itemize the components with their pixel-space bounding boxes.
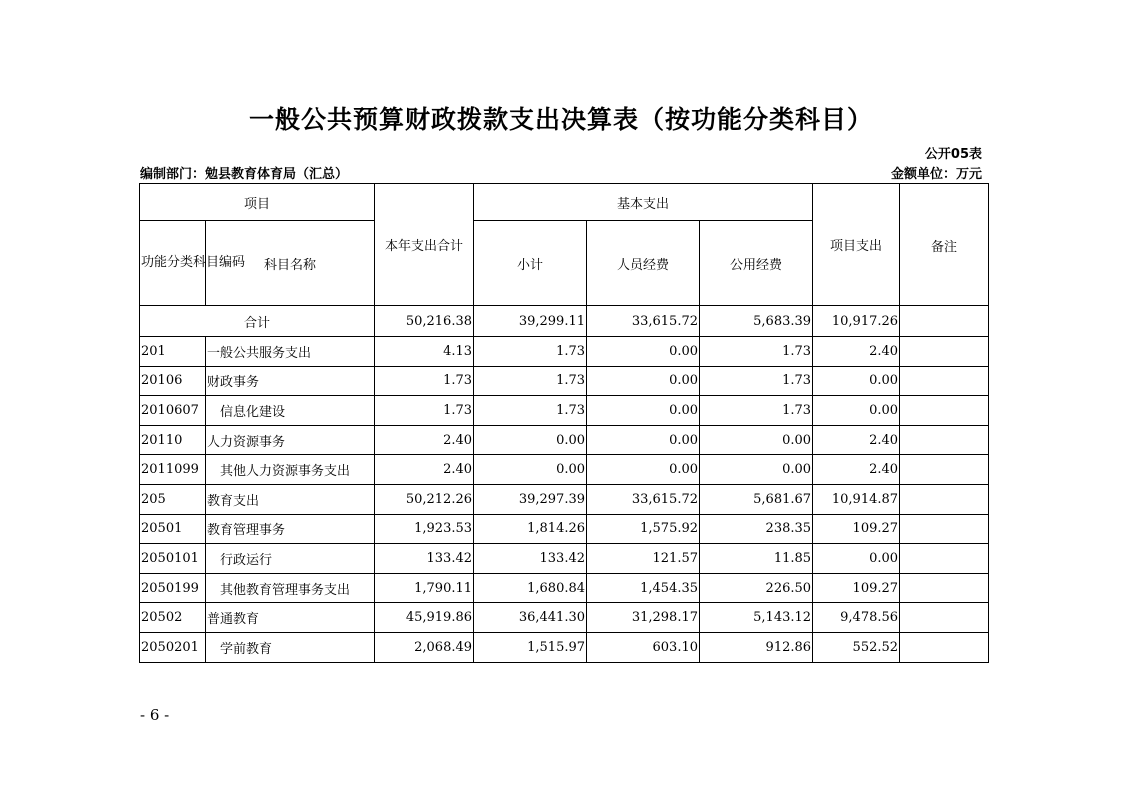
total-row: [140, 306, 989, 337]
subtotal-cell: 1.73: [474, 337, 587, 367]
table-row: [140, 455, 989, 485]
subtotal-cell: 133.42: [474, 544, 587, 574]
total-cell: 1.73: [375, 366, 474, 396]
project-cell: 9,478.56: [813, 603, 900, 633]
code-cell: 2010607: [140, 396, 206, 426]
subtotal-cell: 0.00: [474, 425, 587, 455]
project-cell: 0.00: [813, 396, 900, 426]
project-cell: 0.00: [813, 366, 900, 396]
project-cell: 10,917.26: [813, 306, 900, 337]
total-label: 合计: [140, 306, 375, 337]
header-basic: 基本支出: [474, 184, 813, 221]
personnel-cell: 33,615.72: [587, 306, 700, 337]
code-cell: 20502: [140, 603, 206, 633]
project-cell: 109.27: [813, 514, 900, 544]
code-cell: 2050201: [140, 632, 206, 662]
subtotal-cell: 1,814.26: [474, 514, 587, 544]
personnel-cell: 0.00: [587, 455, 700, 485]
subtotal-cell: 1.73: [474, 396, 587, 426]
table-row: [140, 544, 989, 574]
name-cell: 学前教育: [206, 632, 375, 662]
table-row: [140, 425, 989, 455]
name-cell: 教育管理事务: [206, 514, 375, 544]
name-cell: 教育支出: [206, 484, 375, 514]
name-cell: 一般公共服务支出: [206, 337, 375, 367]
header-personnel: 人员经费: [587, 221, 700, 306]
public-cell: 1.73: [700, 337, 813, 367]
table-row: [140, 514, 989, 544]
remark-cell: [900, 573, 989, 603]
total-cell: 2.40: [375, 455, 474, 485]
table-row: [140, 632, 989, 662]
public-cell: 11.85: [700, 544, 813, 574]
public-cell: 5,143.12: [700, 603, 813, 633]
subtotal-cell: 39,297.39: [474, 484, 587, 514]
remark-cell: [900, 306, 989, 337]
subtotal-cell: 1.73: [474, 366, 587, 396]
subtotal-cell: 1,680.84: [474, 573, 587, 603]
total-cell: 45,919.86: [375, 603, 474, 633]
code-cell: 205: [140, 484, 206, 514]
header-row-1: [140, 184, 989, 221]
personnel-cell: 31,298.17: [587, 603, 700, 633]
subtotal-cell: 0.00: [474, 455, 587, 485]
table-row: [140, 396, 989, 426]
table-row: [140, 573, 989, 603]
remark-cell: [900, 396, 989, 426]
form-number: 公开05表: [924, 147, 982, 162]
public-cell: 5,683.39: [700, 306, 813, 337]
unit-label: 金额单位：万元: [890, 167, 982, 182]
expenditure-table: [139, 183, 989, 663]
personnel-cell: 121.57: [587, 544, 700, 574]
project-cell: 10,914.87: [813, 484, 900, 514]
public-cell: 1.73: [700, 396, 813, 426]
total-cell: 50,216.38: [375, 306, 474, 337]
total-cell: 2.40: [375, 425, 474, 455]
remark-cell: [900, 337, 989, 367]
total-cell: 133.42: [375, 544, 474, 574]
total-cell: 2,068.49: [375, 632, 474, 662]
public-cell: 1.73: [700, 366, 813, 396]
code-cell: 201: [140, 337, 206, 367]
public-cell: 226.50: [700, 573, 813, 603]
code-cell: 20106: [140, 366, 206, 396]
name-cell: 人力资源事务: [206, 425, 375, 455]
code-cell: 20110: [140, 425, 206, 455]
page-number: - 6 -: [140, 706, 170, 724]
header-total: 本年支出合计: [375, 184, 474, 306]
header-subtotal: 小计: [474, 221, 587, 306]
header-code: 功能分类科目编码: [140, 221, 206, 306]
project-cell: 2.40: [813, 455, 900, 485]
name-cell: 信息化建设: [206, 396, 375, 426]
public-cell: 0.00: [700, 425, 813, 455]
project-cell: 552.52: [813, 632, 900, 662]
name-cell: 财政事务: [206, 366, 375, 396]
subtotal-cell: 36,441.30: [474, 603, 587, 633]
subtotal-cell: 1,515.97: [474, 632, 587, 662]
total-cell: 50,212.26: [375, 484, 474, 514]
project-cell: 2.40: [813, 425, 900, 455]
public-cell: 0.00: [700, 455, 813, 485]
name-cell: 普通教育: [206, 603, 375, 633]
header-item: 项目: [140, 184, 375, 221]
project-cell: 0.00: [813, 544, 900, 574]
personnel-cell: 0.00: [587, 396, 700, 426]
table-row: [140, 603, 989, 633]
header-name: 科目名称: [206, 221, 375, 306]
remark-cell: [900, 544, 989, 574]
personnel-cell: 0.00: [587, 366, 700, 396]
personnel-cell: 603.10: [587, 632, 700, 662]
project-cell: 109.27: [813, 573, 900, 603]
project-cell: 2.40: [813, 337, 900, 367]
table-row: [140, 337, 989, 367]
subtotal-cell: 39,299.11: [474, 306, 587, 337]
name-cell: 行政运行: [206, 544, 375, 574]
table-row: [140, 366, 989, 396]
remark-cell: [900, 603, 989, 633]
remark-cell: [900, 455, 989, 485]
personnel-cell: 33,615.72: [587, 484, 700, 514]
total-cell: 4.13: [375, 337, 474, 367]
total-cell: 1,790.11: [375, 573, 474, 603]
name-cell: 其他人力资源事务支出: [206, 455, 375, 485]
department-label: 编制部门：勉县教育体育局（汇总）: [140, 167, 349, 182]
total-cell: 1.73: [375, 396, 474, 426]
remark-cell: [900, 632, 989, 662]
total-cell: 1,923.53: [375, 514, 474, 544]
header-remark: 备注: [900, 184, 989, 306]
public-cell: 238.35: [700, 514, 813, 544]
header-public: 公用经费: [700, 221, 813, 306]
code-cell: 2050101: [140, 544, 206, 574]
code-cell: 2050199: [140, 573, 206, 603]
remark-cell: [900, 484, 989, 514]
remark-cell: [900, 514, 989, 544]
name-cell: 其他教育管理事务支出: [206, 573, 375, 603]
header-project: 项目支出: [813, 184, 900, 306]
remark-cell: [900, 366, 989, 396]
page-title: 一般公共预算财政拨款支出决算表（按功能分类科目）: [248, 105, 873, 134]
personnel-cell: 1,575.92: [587, 514, 700, 544]
personnel-cell: 0.00: [587, 337, 700, 367]
personnel-cell: 0.00: [587, 425, 700, 455]
code-cell: 20501: [140, 514, 206, 544]
public-cell: 912.86: [700, 632, 813, 662]
table-row: [140, 484, 989, 514]
personnel-cell: 1,454.35: [587, 573, 700, 603]
remark-cell: [900, 425, 989, 455]
code-cell: 2011099: [140, 455, 206, 485]
public-cell: 5,681.67: [700, 484, 813, 514]
